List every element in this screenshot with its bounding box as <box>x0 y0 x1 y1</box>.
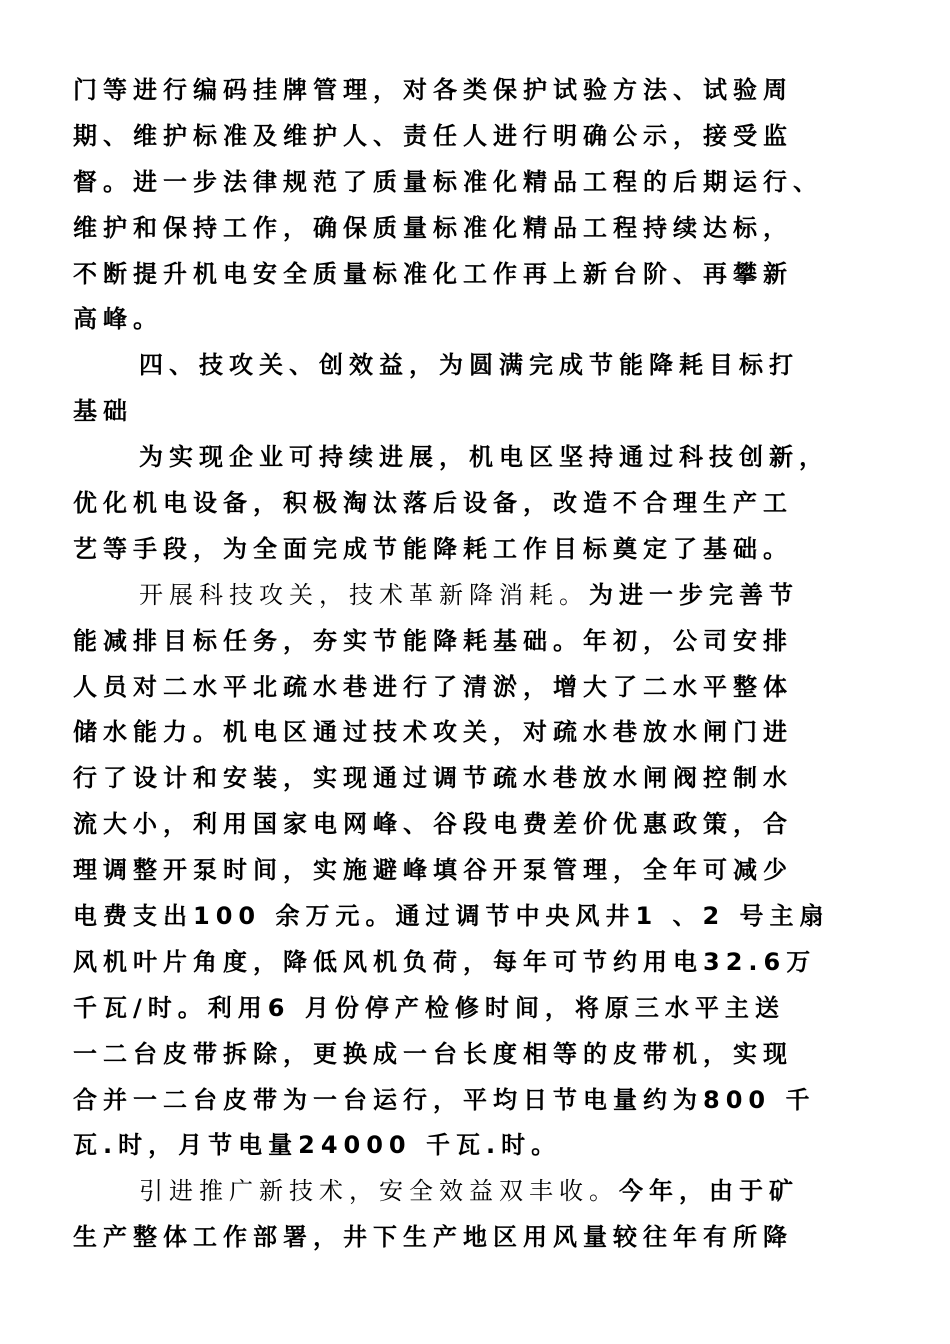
text-line <box>73 619 873 665</box>
text-line <box>73 206 873 252</box>
text-line <box>73 710 873 756</box>
text-segment: 基础 <box>73 397 133 426</box>
text-line <box>73 1169 873 1215</box>
text-line <box>73 481 873 527</box>
text-segment: 千瓦/时。利用6 月份停产检修时间，将原三水平主送 <box>73 993 785 1022</box>
text-segment: 瓦.时，月节电量24000 千瓦.时。 <box>73 1131 562 1160</box>
text-line <box>73 802 873 848</box>
text-line <box>73 986 873 1032</box>
text-line <box>73 527 873 573</box>
text-segment: 期、维护标准及维护人、责任人进行明确公示，接受监 <box>73 121 793 150</box>
text-segment: 督。进一步法律规范了质量标准化精品工程的后期运行、 <box>73 167 823 196</box>
text-line <box>73 848 873 894</box>
text-segment: 行了设计和安装，实现通过调节疏水巷放水闸阀控制水 <box>73 764 793 793</box>
text-segment: 为实现企业可持续进展，机电区坚持通过科技创新， <box>139 443 829 472</box>
text-segment: 高峰。 <box>73 305 163 334</box>
text-line <box>73 940 873 986</box>
text-line <box>73 894 873 940</box>
text-line <box>73 160 873 206</box>
text-segment: 优化机电设备，积极淘汰落后设备，改造不合理生产工 <box>73 489 793 518</box>
text-line <box>73 297 873 343</box>
text-segment: 艺等手段，为全面完成节能降耗工作目标奠定了基础。 <box>73 534 793 563</box>
text-segment: 一二台皮带拆除，更换成一台长度相等的皮带机，实现 <box>73 1039 793 1068</box>
text-segment: 风机叶片角度，降低风机负荷，每年可节约用电32.6万 <box>73 947 817 976</box>
text-segment: 储水能力。机电区通过技术攻关，对疏水巷放水闸门进 <box>73 718 793 747</box>
text-line <box>73 1032 873 1078</box>
text-segment: 能减排目标任务，夯实节能降耗基础。年初，公司安排 <box>73 626 793 655</box>
text-line <box>73 1078 873 1124</box>
text-line <box>73 114 873 160</box>
text-segment: 为进一步完善节 <box>589 580 799 609</box>
text-segment: 合并一二台皮带为一台运行，平均日节电量约为800 千 <box>73 1085 816 1114</box>
text-line <box>73 435 873 481</box>
text-line <box>73 573 873 619</box>
text-line <box>73 1215 873 1261</box>
text-segment: 生产整体工作部署，井下生产地区用风量较往年有所降 <box>73 1223 793 1252</box>
text-line <box>73 756 873 802</box>
text-segment: 流大小，利用国家电网峰、谷段电费差价优惠政策，合 <box>73 810 793 839</box>
text-segment: 理调整开泵时间，实施避峰填谷开泵管理，全年可减少 <box>73 856 793 885</box>
text-segment: 引进推广新技术，安全效益双丰收。 <box>139 1177 619 1206</box>
text-line <box>73 252 873 298</box>
text-line <box>73 389 873 435</box>
text-segment: 电费支出100 余万元。通过调节中央风井1 、2 号主扇 <box>73 902 830 931</box>
document-body <box>73 68 873 1261</box>
text-line <box>73 343 873 389</box>
text-line <box>73 1123 873 1169</box>
text-segment: 四、技攻关、创效益，为圆满完成节能降耗目标打 <box>139 351 799 380</box>
text-line <box>73 68 873 114</box>
text-line <box>73 665 873 711</box>
text-segment: 人员对二水平北疏水巷进行了清淤，增大了二水平整体 <box>73 672 793 701</box>
text-segment: 维护和保持工作，确保质量标准化精品工程持续达标， <box>73 213 793 242</box>
text-segment: 门等进行编码挂牌管理，对各类保护试验方法、试验周 <box>73 76 793 104</box>
text-segment: 开展科技攻关，技术革新降消耗。 <box>139 580 589 609</box>
text-segment: 不断提升机电安全质量标准化工作再上新台阶、再攀新 <box>73 259 793 288</box>
text-segment: 今年，由于矿 <box>619 1177 799 1206</box>
